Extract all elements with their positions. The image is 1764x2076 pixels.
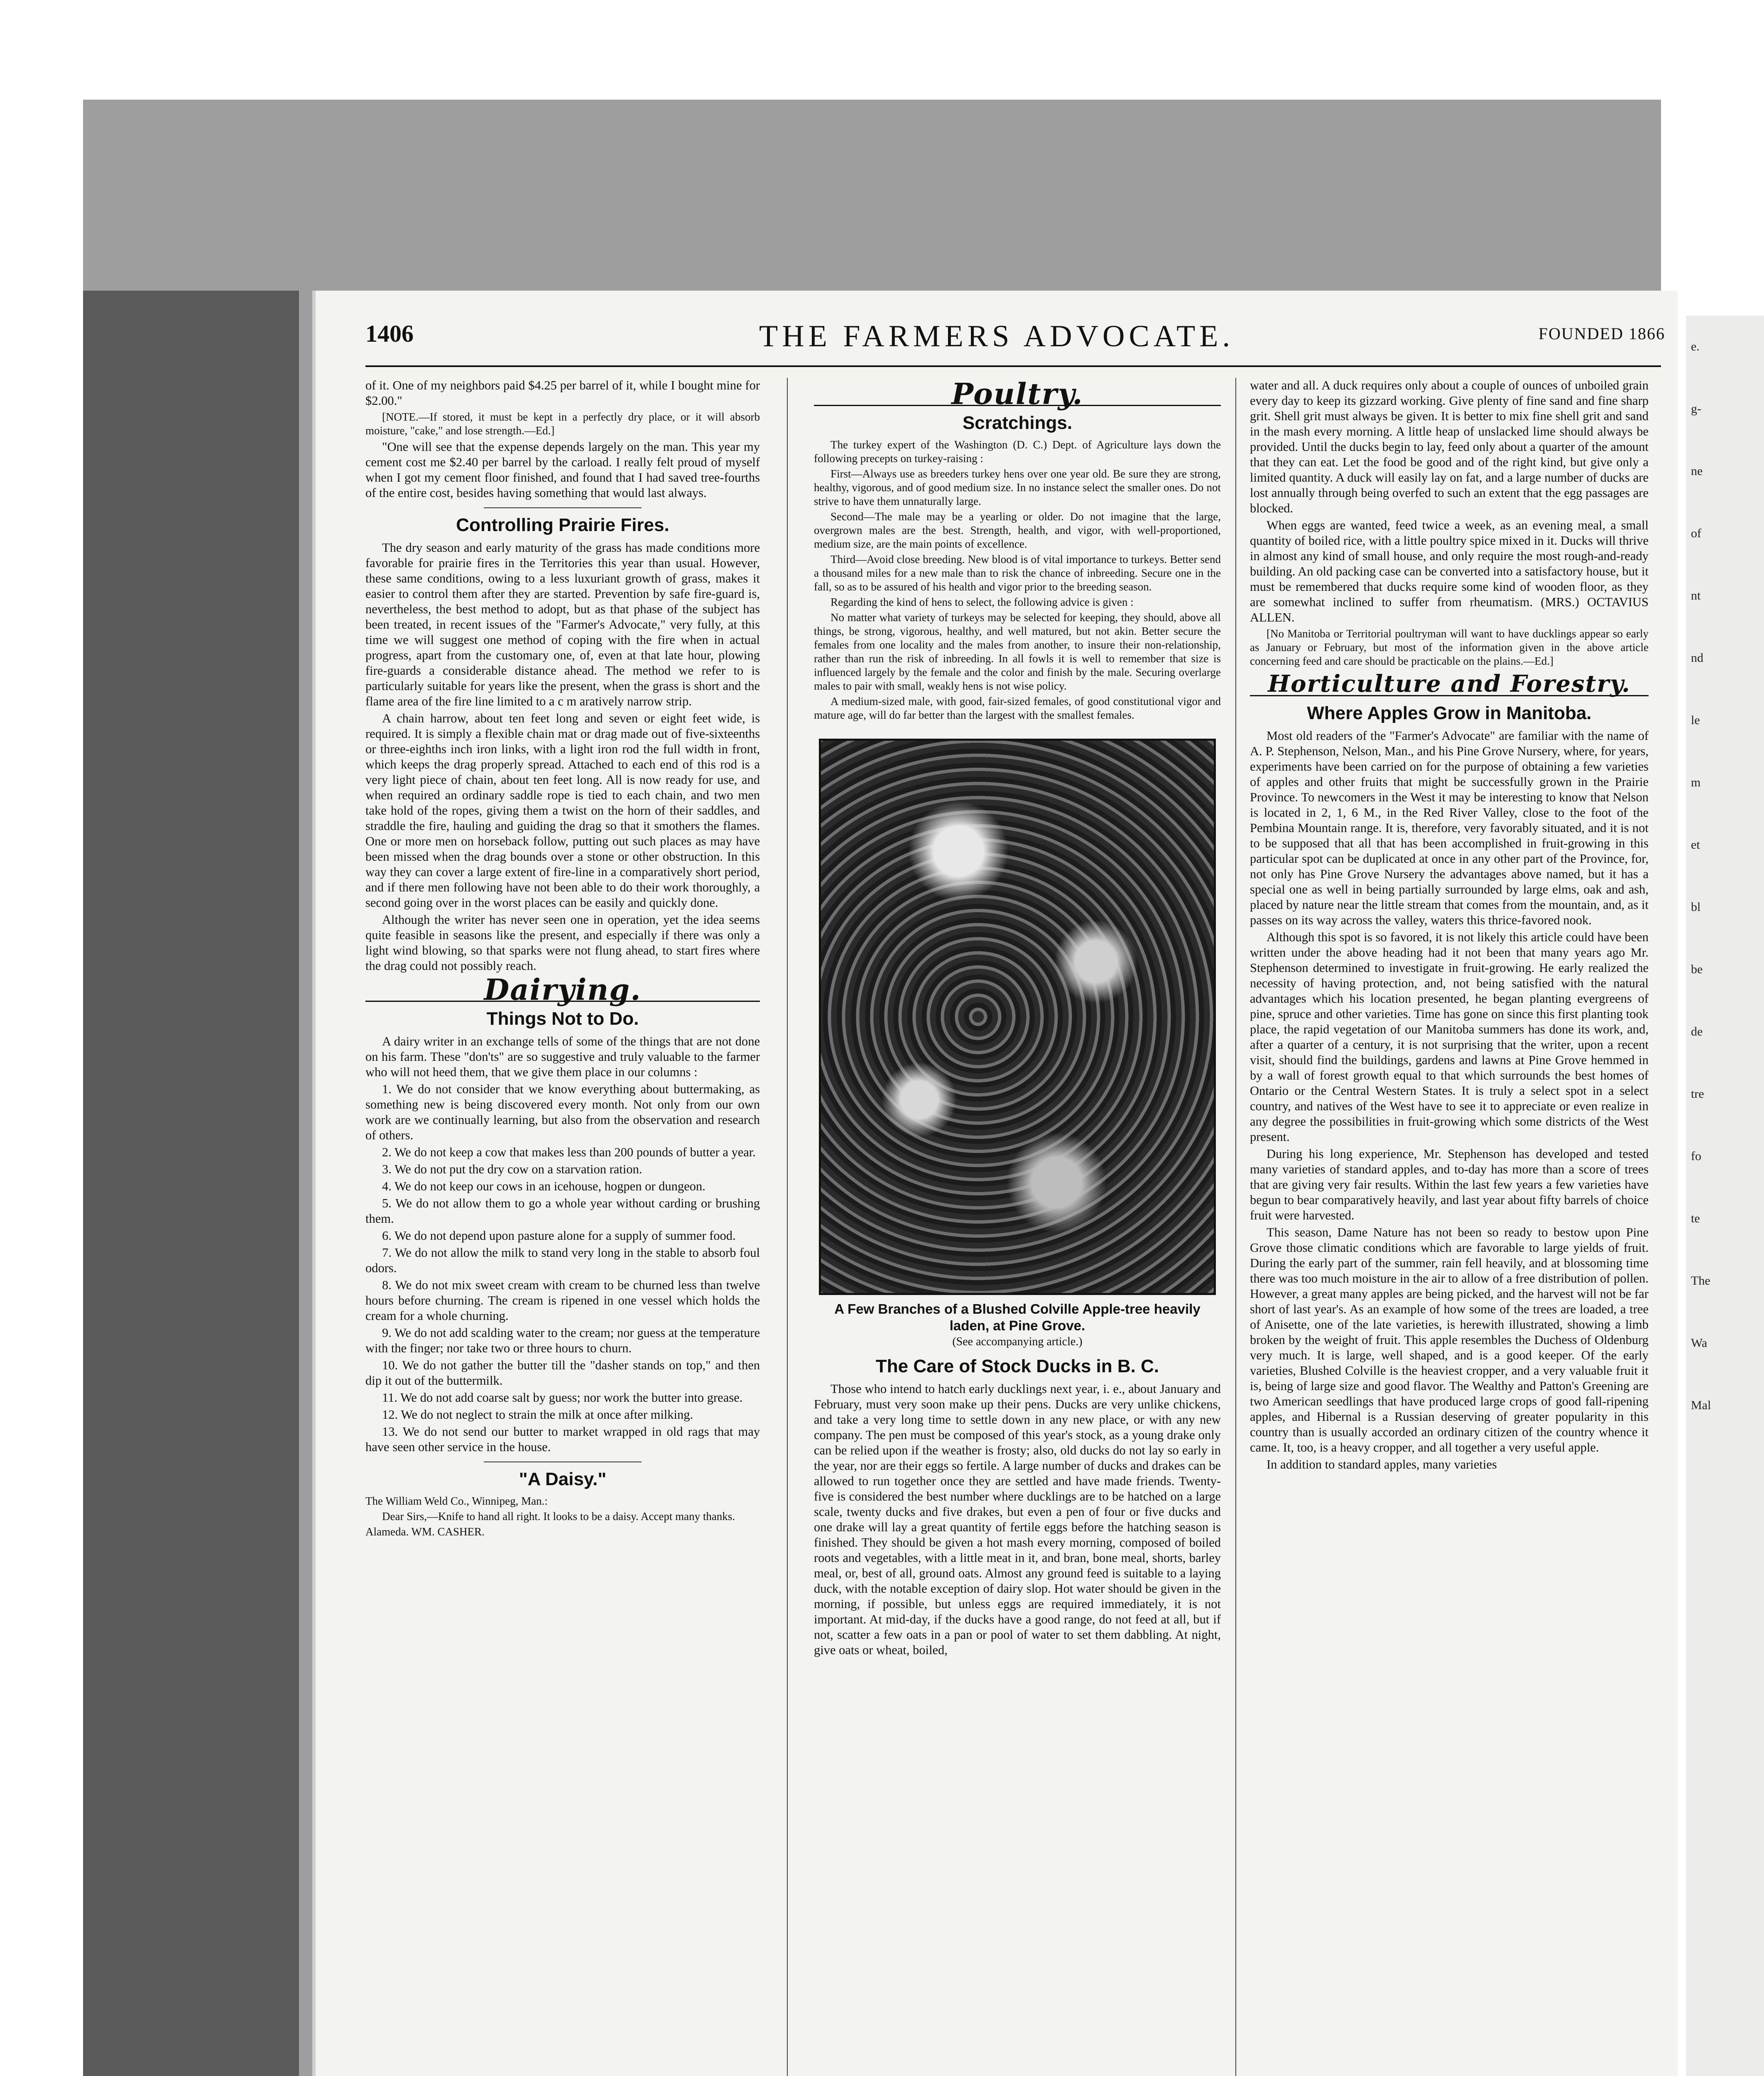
section-heading-horticulture: Horticulture and Forestry.	[1250, 676, 1649, 696]
fragment-text: e.	[1691, 340, 1700, 353]
fragment-text: fo	[1691, 1149, 1701, 1163]
fragment-text: Mal	[1691, 1398, 1711, 1412]
editor-note: [No Manitoba or Territorial poultryman will want to have ducklings appear so early as January or February, but most of the information given in the above article concerning feed and care should be practicable on the plains.—Ed.]	[1250, 627, 1649, 667]
photo-caption-note: (See accompanying article.)	[952, 1335, 1083, 1348]
paragraph: The turkey expert of the Washington (D. C.) Dept. of Agriculture lays down the following precepts on turkey-raising :	[814, 438, 1221, 465]
fragment-text: The	[1691, 1274, 1710, 1288]
paragraph: "One will see that the expense depends largely on the man. This year my cement cost me $2.40 per barrel by the carload. I really felt proud of myself when I got my cement floor finished, and found that I had saved tree-fourths of the entire cost, besides having something that would last always.	[365, 440, 760, 500]
editor-note: [NOTE.—If stored, it must be kept in a perfectly dry place, or it will absorb moisture, "cake," and lose strength.—Ed.]	[365, 411, 760, 437]
paragraph: of it. One of my neighbors paid $4.25 per barrel of it, while I bought mine for $2.00."	[365, 378, 760, 408]
paragraph: During his long experience, Mr. Stephenson has developed and tested many varieties of standard apples, and to-day has more than a score of trees that are giving very fair results. Within the last few years a few varieties have begun to bear comparatively heavily, and last year about fifty barrels of choice fruit were harvested.	[1250, 1147, 1649, 1222]
list-item: 2. We do not keep a cow that makes less than 200 pounds of butter a year.	[382, 1145, 756, 1159]
fragment-text: nd	[1691, 651, 1703, 665]
article-title-stock-ducks: The Care of Stock Ducks in B. C.	[875, 1356, 1159, 1376]
fragment-text: nt	[1691, 589, 1701, 602]
divider	[484, 507, 642, 508]
list-item: 11. We do not add coarse salt by guess; nor work the butter into grease.	[382, 1391, 743, 1405]
letter-signature: Alameda. WM. CASHER.	[365, 1525, 485, 1538]
adjacent-page-fragment	[1686, 316, 1764, 2076]
paragraph: First—Always use as breeders turkey hens over one year old. Be sure they are strong, healthy, vigorous, and of good medium size. In no instance select the smaller ones. Do not strive to have them unnaturally large.	[814, 468, 1221, 507]
photo-caption: A Few Branches of a Blushed Colville Apple-tree heavily laden, at Pine Grove.	[834, 1301, 1200, 1333]
page-number: 1406	[365, 320, 414, 347]
fragment-text: ne	[1691, 464, 1703, 478]
paragraph: No matter what variety of turkeys may be selected for keeping, they should, above all things, be strong, vigorous, healthy, and well matured, but not akin. Better secure the females from one locality and the males from another, to insure their non-relationship, rather than run the risk of inbreeding. In all fowls it is well to remember that size is influenced largely by the female and the color and finish by the male. Securing overlarge males to pair with small, weakly hens is not wise policy.	[814, 611, 1221, 692]
masthead: THE FARMERS ADVOCATE.	[759, 319, 1234, 353]
fragment-text: le	[1691, 713, 1700, 727]
fragment-text: m	[1691, 776, 1701, 789]
column-1	[365, 378, 760, 2076]
section-heading-dairying: Dairying.	[365, 982, 760, 1002]
paragraph: Although this spot is so favored, it is not likely this article could have been written under the above heading had it not been that many years ago Mr. Stephenson determined to investigate in fruit-growing. He early realized the necessity of having protection, and, not being satisfied with the natural advantages which his location presented, he began planting evergreens of pine, spruce and other varieties. Time has gone on since this first planting took place, the rapid vegetation of our Manitoba summers has done its work, and, after a quarter of a century, it is not surprising that the writer, upon a recent visit, should find the buildings, gardens and lawns at Pine Grove hemmed in by a wall of forest growth equal to that which surrounds the best homes of Ontario or the Central Western States. It is truly a select spot in a select country, and natives of the West have to see it to appreciate or even realize in any degree the possibilities in fruit-growing which some districts of the West present.	[1250, 930, 1649, 1144]
fragment-text: tre	[1691, 1087, 1704, 1101]
list-item: 1. We do not consider that we know everything about buttermaking, as something new is being discovered every month. Not only from our own work are we continually learning, but also from the observation and research of others.	[365, 1082, 760, 1142]
article-title-prairie-fires: Controlling Prairie Fires.	[456, 515, 669, 535]
list-item: 9. We do not add scalding water to the cream; nor guess at the temperature with the finger; nor take two or three hours to churn.	[365, 1326, 760, 1355]
fragment-text: Wa	[1691, 1336, 1708, 1350]
paragraph: When eggs are wanted, feed twice a week, as an evening meal, a small quantity of boiled rice, with a little poultry spice mixed in it. Ducks will thrive in almost any kind of small house, and only require the most rough-and-ready building. An old packing case can be converted into a satisfactory house, but it must be remembered that ducks require some kind of wooden floor, as they are somewhat inclined to suffer from rheumatism. (MRS.) OCTAVIUS ALLEN.	[1250, 518, 1649, 624]
list-item: 3. We do not put the dry cow on a starvation ration.	[382, 1162, 642, 1176]
list-item: 7. We do not allow the milk to stand very long in the stable to absorb foul odors.	[365, 1246, 760, 1275]
paragraph: Third—Avoid close breeding. New blood is of vital importance to turkeys. Better send a thousand miles for a new male than to risk the chance of inbreeding. Secure one in the fall, so as to be assured of his health and vigor prior to the breeding season.	[814, 553, 1221, 593]
article-title-scratchings: Scratchings.	[962, 413, 1073, 433]
paragraph: Those who intend to hatch early ducklings next year, i. e., about January and February, must very soon make up their pens. Ducks are very unlike chickens, and take a very long time to settle down in any new place, or with any new company. The pen must be composed of this year's stock, as a young drake only can be relied upon if the weather is frosty; also, old ducks do not lay so early in the year, nor are their eggs so fertile. A large number of ducks and drakes can be allowed to run together once they are settled and have made friends. Twenty-five is considered the best number where ducklings are to be hatched on a large scale, twenty ducks and five drakes, but even a pen of four or five ducks and one drake will lay a great quantity of fertile eggs before the hatching season is finished. They should be given a hot mash every morning, composed of boiled roots and vegetables, with a little meat in it, and bran, bone meal, shorts, barley meal, or, best of all, ground oats. Almost any ground feed is suitable to a laying duck, with the notable exception of dairy slop. Hot water should be given in the morning, if possible, but unless eggs are required immediately, it is not important. At mid-day, if the ducks have a good range, do not feed at all, but if not, scatter a few oats in a pan or pool of water to set them dabbling. At night, give oats or wheat, boiled,	[814, 1382, 1221, 1657]
column-rule-1	[787, 378, 788, 2076]
paragraph: A dairy writer in an exchange tells of some of the things that are not done on his farm. These "don'ts" are so suggestive and truly valuable to the farmer who will not heed them, that we give them place in our columns :	[365, 1034, 760, 1079]
paragraph: Although the writer has never seen one in operation, yet the idea seems quite feasible in seasons like the present, and especially if there was only a light wind blowing, so that sparks were not flung ahead, to start fires where the drag could not possibly reach.	[365, 913, 760, 973]
newspaper-page	[316, 291, 1678, 2076]
list-item: 10. We do not gather the butter till the "dasher stands on top," and then dip it out of the buttermilk.	[365, 1358, 760, 1388]
paragraph: A chain harrow, about ten feet long and seven or eight feet wide, is required. It is simply a flexible chain mat or drag made out of five-sixteenths or three-eighths inch iron links, with a light iron rod the full width in front, which keeps the drag properly spread. Attached to each end of this rod is a very light piece of chain, about ten feet long. All is now ready for use, and when required an ordinary saddle rope is tied to each chain, and two men take hold of the ropes, giving them a twist on the horn of their saddles, and straddle the fire, hauling and guiding the drag so that it smothers the flames. One or more men on horseback follow, putting out such places as may have been missed when the drag bounds over a stone or other obstruction. In this way they can cover a large extent of fire-line in a comparatively short period, and if there men following have not been able to do their work thoroughly, a second going over in the worst places can be easily and quickly done.	[365, 711, 760, 910]
list-item: 13. We do not send our butter to market wrapped in old rags that may have seen other service in the house.	[365, 1425, 760, 1454]
founded-line: FOUNDED 1866	[1538, 324, 1665, 343]
paragraph: This season, Dame Nature has not been so ready to bestow upon Pine Grove those climatic conditions which are favorable to large yields of fruit. During the early part of the summer, rain fell heavily, and at blossoming time there was too much moisture in the air to allow of a free distribution of pollen. However, a great many apples are being picked, and the harvest will not be far short of last year's. As an example of how some of the trees are loaded, a tree of Anisette, one of the late varieties, is herewith illustrated, showing a limb broken by the weight of fruit. This apple resembles the Duchess of Oldenburg very much. It is large, well shaped, and is a good keeper. Of the early varieties, Blushed Colville is the heaviest cropper, and a very valuable fruit it is, being of large size and good flavor. The Wealthy and Patton's Greening are two American seedlings that have produced large crops of good fall-ripening apples, and Hibernal is a Russian deserving of greater popularity in this country than is usually accorded an ordinary citizen of the country whence it came. It, too, is a heavy cropper, and all together a very useful apple.	[1250, 1225, 1649, 1454]
paragraph: Most old readers of the "Farmer's Advocate" are familiar with the name of A. P. Stephenson, Nelson, Man., and his Pine Grove Nursery, where, for years, experiments have been carried on for the purpose of obtaining a few varieties of apples and other fruits that might be successfully grown in the Prairie Province. To newcomers in the West it may be interesting to know that Nelson is located in 2, 1, 6 M., in the Red River Valley, close to the foot of the Pembina Mountain range. It is, therefore, very favorably situated, and it is not to be supposed that all that has been accomplished in fruit-growing in this particular spot can be duplicated at once in any other part of the Province, for, not only has Pine Grove Nursery the advantages above named, but it has a special one as well in being partially surrounded by large elms, oak and ash, placed by nature near the little stream that comes from the mountain, and, as it passes on its way across the valley, waters this thrice-favored nook.	[1250, 729, 1649, 927]
scan-binding-shadow	[83, 291, 299, 2076]
paragraph: Regarding the kind of hens to select, the following advice is given :	[831, 596, 1134, 608]
list-item: 12. We do not neglect to strain the milk at once after milking.	[382, 1408, 693, 1422]
page-header	[316, 316, 1678, 365]
paragraph: A medium-sized male, with good, fair-sized females, of good constitutional vigor and mature age, will do far better than the largest with the smallest females.	[814, 695, 1221, 721]
fragment-text: g-	[1691, 402, 1701, 416]
article-title-a-daisy: "A Daisy."	[519, 1469, 607, 1489]
fragment-text: te	[1691, 1212, 1700, 1225]
apple-tree-photo	[819, 739, 1216, 1295]
paragraph: The dry season and early maturity of the grass has made conditions more favorable for prairie fires in the Territories this year than usual. However, these same conditions, owing to a less luxuriant growth of grass, makes it easier to control them after they are started. Prevention by safe fire-guard is, nevertheless, the best method to adopt, but as that phase of the subject has been treated, in recent issues of the "Farmer's Advocate," very fully, at this time we will suggest one method of coping with the fire when in actual progress, apart from the customary one, of, even at that late hour, plowing fire-guards a considerable distance ahead. The method we refer to is particularly suitable for years like the present, when the grass is short and the flame area of the fire line limited to a c m aratively narrow strip.	[365, 541, 760, 708]
paragraph: Second—The male may be a yearling or older. Do not imagine that the large, overgrown males are the best. Strength, health, and vigor, with well-proportioned, medium size, are the main points of excellence.	[814, 510, 1221, 550]
fragment-text: bl	[1691, 900, 1701, 914]
list-item: 5. We do not allow them to go a whole year without carding or brushing them.	[365, 1196, 760, 1226]
section-heading-poultry: Poultry.	[814, 386, 1221, 406]
article-title-apples-manitoba: Where Apples Grow in Manitoba.	[1307, 703, 1592, 723]
column-rule-2	[1235, 378, 1236, 2076]
list-item: 4. We do not keep our cows in an icehouse, hogpen or dungeon.	[382, 1179, 706, 1193]
paragraph: In addition to standard apples, many varieties	[1267, 1457, 1497, 1471]
letter-address: The William Weld Co., Winnipeg, Man.:	[365, 1495, 548, 1507]
fragment-text: de	[1691, 1025, 1703, 1038]
fragment-text: of	[1691, 526, 1701, 540]
letter-body: Dear Sirs,—Knife to hand all right. It looks to be a daisy. Accept many thanks.	[382, 1510, 735, 1523]
list-item: 6. We do not depend upon pasture alone for a supply of summer food.	[382, 1229, 736, 1243]
column-3	[1250, 378, 1649, 2076]
list-item: 8. We do not mix sweet cream with cream to be churned less than twelve hours before churning. The cream is ripened in one vessel which holds the cream for a whole churning.	[365, 1278, 760, 1323]
article-title-things-not-to-do: Things Not to Do.	[486, 1009, 639, 1029]
paragraph: water and all. A duck requires only about a couple of ounces of unboiled grain every day to keep its gizzard working. Give plenty of fine sand and fine sharp grit. Shell grit must always be given. It is better to mix fine shell grit and sand in the mash every morning. A little heap of unslacked lime should always be provided. Until the ducks begin to lay, feed only about a quarter of the amount that they can eat. Let the food be good and of the right kind, but give only a limited quantity. A duck will easily lay on fat, and a large number of ducks are lost annually through being overfed to such an extent that the egg passages are blocked.	[1250, 378, 1649, 515]
fragment-text: be	[1691, 962, 1703, 976]
header-rule	[365, 365, 1661, 367]
fragment-text: et	[1691, 838, 1700, 852]
column-2	[814, 378, 1221, 2076]
